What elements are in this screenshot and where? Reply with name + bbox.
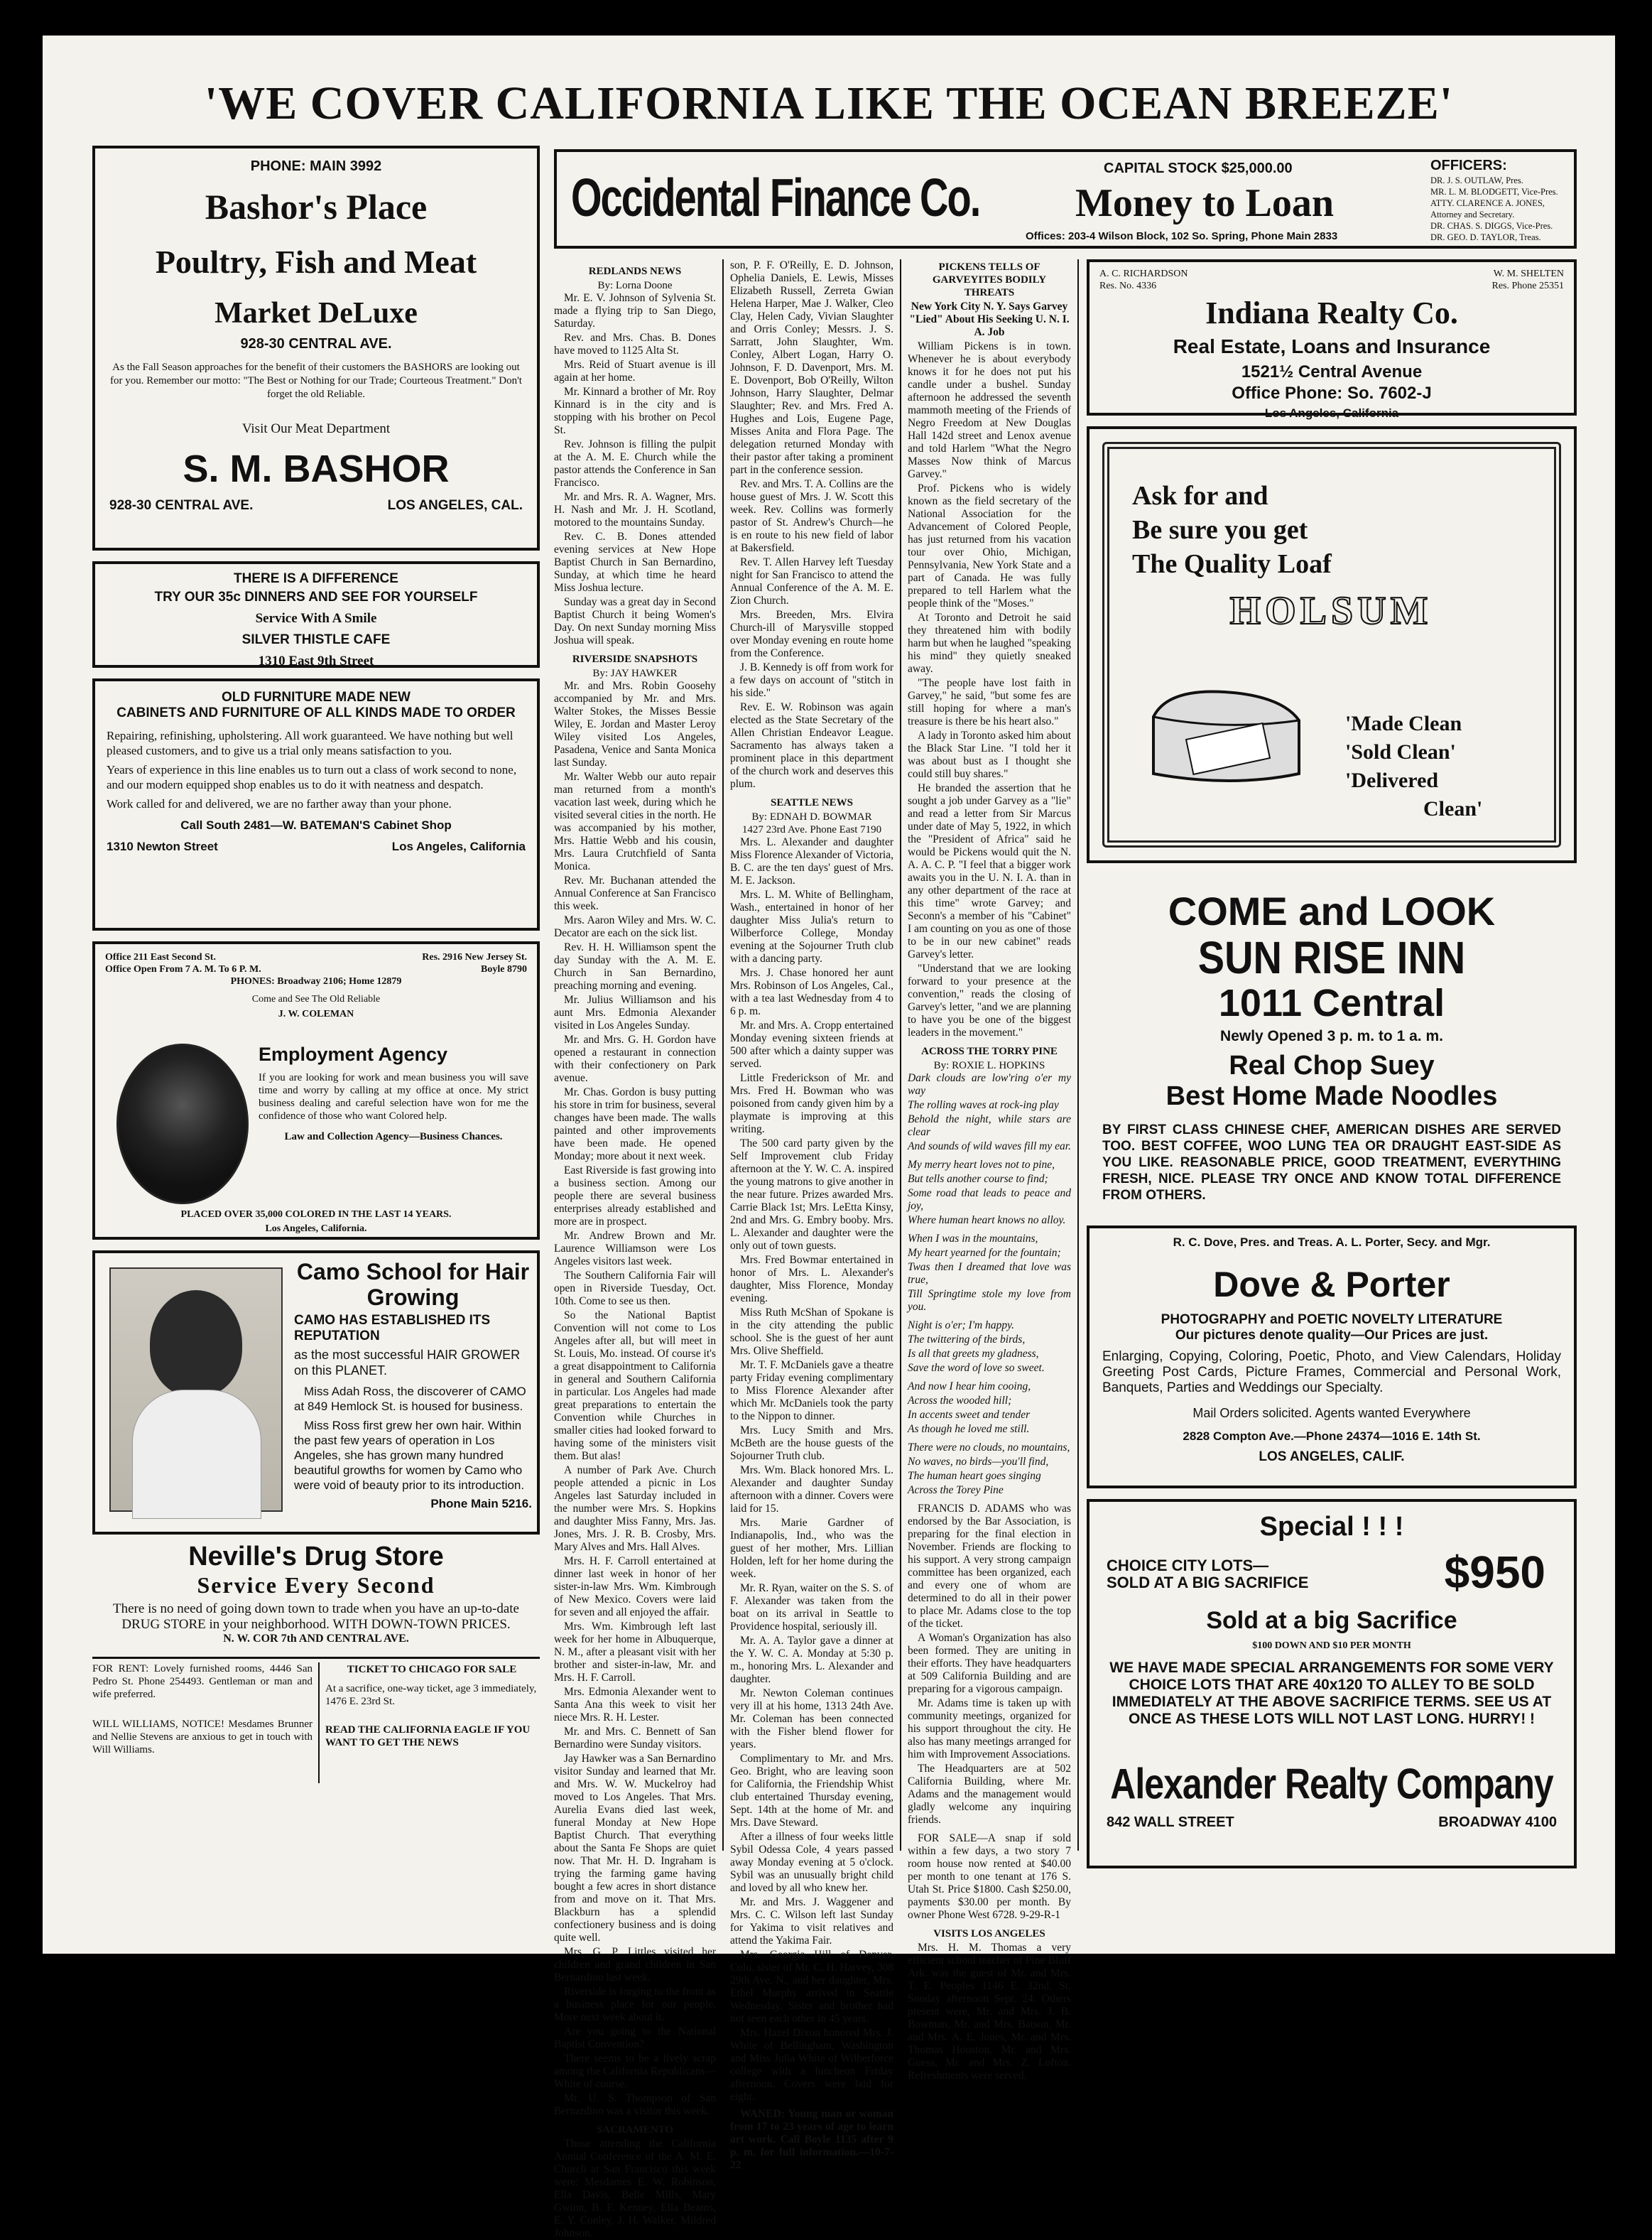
poem-line: Behold the night, while stars are clear xyxy=(908,1113,1071,1138)
camo-phone: Phone Main 5216. xyxy=(430,1497,532,1510)
bashor-foot-right: LOS ANGELES, CAL. xyxy=(387,498,523,513)
dove-addr: 2828 Compton Ave.—Phone 24374—1016 E. 14th St. xyxy=(1183,1429,1481,1443)
paragraph: Are you going to the National Baptist Convention? xyxy=(554,2025,716,2050)
holsum-t4: Clean' xyxy=(1423,797,1483,821)
occidental-name: Occidental Finance Co. xyxy=(571,167,980,228)
poem-line: Where human heart knows no alloy. xyxy=(908,1214,1066,1226)
seattle-byline: By: EDNAH D. BOWMAR xyxy=(751,811,872,823)
riverside-body xyxy=(554,680,716,2118)
camo-body1: as the most successful HAIR GROWER on this PLANET. xyxy=(294,1348,521,1378)
poem-line: The rolling waves at rock-ing play xyxy=(908,1099,1059,1111)
paragraph: Little Frederickson of Mr. and Mrs. Fred H. Bowman who was poisoned from candy given him by a playmate is improving at this writing. xyxy=(730,1072,893,1135)
torey-pine-head: ACROSS THE TORRY PINE xyxy=(921,1046,1058,1057)
bashor-name: Bashor's Place xyxy=(205,187,428,227)
paragraph: Mrs. H. M. Thomas a very efficient school teacher of Pine Bluff Ark. was the guest of Mr. and Mrs. T. E. Peoples 1146 E. 32nd. St. Sunday afternoon Sept. 24. Others present were, Mr. and Mrs. J. B. Bowman, Mr. and Mrs. Batson, Mr. and Mrs. A. E. Jones, Mr. and Mrs. Thomas Houston, Mr. and Mrs. Guess, Mr. and Mrs. Z. Lofton. Refreshments were served. xyxy=(908,1942,1071,2082)
paragraph: Mr. R. Ryan, waiter on the S. S. of F. Alexander was taken from the boat on its arrival in Seattle to Providence hospital, seriously ill. xyxy=(730,1582,893,1633)
dove-body: Enlarging, Copying, Coloring, Poetic, Photo, and View Calendars, Holiday Greeting Post Cards, Picture Frames, Commercial and Personal Work, Banquets, Parties and Weddings our Specialty. xyxy=(1102,1349,1561,1395)
poem-line: My heart yearned for the fountain; xyxy=(908,1247,1061,1259)
indiana-second-row xyxy=(1099,280,1564,292)
paragraph: Mr. T. F. McDaniels gave a theatre party Friday evening complimentary to Miss Florence Alexander after which Mr. McDaniels took the party to the Nippon to dinner. xyxy=(730,1359,893,1422)
neville-sub: Service Every Second xyxy=(197,1572,435,1598)
paragraph: At Toronto and Detroit he said they threatened him with bodily harm but when he laughed "speaking his mind" they quietly sneaked away. xyxy=(908,612,1071,675)
indiana-name: Indiana Realty Co. xyxy=(1205,296,1458,330)
bashor-addr: 928-30 CENTRAL AVE. xyxy=(240,336,392,352)
camo-body3: Miss Ross first grew her own hair. Within the past few years of operation in Los Angeles, she has grown many hundred beautiful growths for women by Camo who were void of beauty prior to its introduction. xyxy=(294,1419,525,1492)
bateman-head: OLD FURNITURE MADE NEW CABINETS AND FURNITURE OF ALL KINDS MADE TO ORDER xyxy=(116,690,516,720)
holsum-l1: Ask for and xyxy=(1132,481,1268,511)
alex-name: Alexander Realty Company xyxy=(1110,1760,1553,1808)
indiana-left1: A. C. RICHARDSON xyxy=(1099,269,1188,279)
coleman-res: Res. 2916 New Jersey St. xyxy=(422,952,527,963)
bottom-left-divider xyxy=(318,1662,320,1783)
dove-city: LOS ANGELES, CALIF. xyxy=(1259,1449,1405,1464)
for-sale-notice: FOR SALE—A snap if sold within a few days, a two story 7 room house now rented at $40.00 per month to one tenant at 176 S. Utah St. Price $1800. Cash $250.00, payments $30.00 per month. By owner Phone West 6728. 9-29-R-1 xyxy=(908,1832,1071,1921)
paragraph: Mr. Andrew Brown and Mr. Laurence Williamson were Los Angeles visitors last week. xyxy=(554,1230,716,1267)
sunrise-l6: Best Home Made Noodles xyxy=(1165,1081,1498,1111)
paragraph: William Pickens is in town. Whenever he is about everybody knows it for he does not put his candle under a bushel. Sunday afternoon he addressed the seventh mammoth meeting of the Friends of Negro Freedom at New Douglas Hall 142d street and Lenox avenue and told Harlem "What the Negro Masses Now think of Marcus Garvey." xyxy=(908,340,1071,480)
coleman-come: Come and See The Old Reliable xyxy=(251,994,381,1005)
paragraph: Mr. Adams time is taken up with community meetings, organized for his support throughout the city. He also has many meetings arranged for him with Improvement Associations. xyxy=(908,1697,1071,1760)
coleman-boyle: Boyle 8790 xyxy=(481,964,527,975)
poem-line: No waves, no birds—you'll find, xyxy=(908,1456,1049,1468)
coleman-row2 xyxy=(105,963,527,975)
st-l4: SILVER THISTLE CAFE xyxy=(241,632,391,647)
paragraph: Rev. C. B. Dones attended evening services at New Hope Baptist Church in San Bernardino, Sunday, at which time he heard Miss Joshua lecture. xyxy=(554,531,716,594)
paragraph: Mrs. Lucy Smith and Mrs. McBeth are the house guests of the Sojourner Truth club. xyxy=(730,1424,893,1462)
officer-3: DR. CHAS. S. DIGGS, Vice-Pres. xyxy=(1430,221,1553,231)
bashor-line1: Poultry, Fish and Meat xyxy=(155,244,477,280)
indiana-office: Office Phone: So. 7602-J xyxy=(1232,384,1432,403)
camo-title: Camo School for Hair Growing xyxy=(296,1259,530,1310)
paragraph: Mrs. Wm. Black honored Mrs. L. Alexander and daughter Sunday afternoon with a dinner. Covers were laid for 15. xyxy=(730,1464,893,1515)
paragraph: Mr. and Mrs. R. A. Wagner, Mrs. H. Nash and Mr. J. H. Scotland, motored to the mountains Sunday. xyxy=(554,491,716,529)
holsum-l2: Be sure you get xyxy=(1132,515,1308,545)
sunrise-body: BY FIRST CLASS CHINESE CHEF, AMERICAN DISHES ARE SERVED TOO. BEST COFFEE, WOO LUNG TEA OR DRAUGHT EAST-SIDE AS YOU LIKE. REASONABLE PRICE, GOOD TREATMENT, EVERYTHING FRESH, NICE. PLEASE TRY ONCE AND KNOW TOTAL DIFFERENCE FROM OTHERS. xyxy=(1102,1122,1561,1203)
poem-line: When I was in the mountains, xyxy=(908,1233,1038,1245)
occidental-capital: CAPITAL STOCK $25,000.00 xyxy=(1104,161,1293,176)
poem-line: My merry heart loves not to pine, xyxy=(908,1159,1055,1171)
paragraph: There seems to be a lively scrap among the California Republicans—White of course. xyxy=(554,2052,716,2090)
paragraph: The 500 card party given by the Self Improvement club Friday afternoon at the Y. W. C. A. inspired the young matrons to give another in the near future. Prizes awarded Mrs. Carrie Black 1st; Mrs. LeEtta Kinsy, 2nd and Mrs. G. Embry booby. Mrs. L. Alexander and daughter were the only out of town guests. xyxy=(730,1137,893,1252)
dove-name: Dove & Porter xyxy=(1213,1265,1450,1304)
paragraph: Mr. Walter Webb our auto repair man returned from a month's vacation last week, during which he visited several cities in the north. He was accompanied by his mother, Mrs. Hattie Webb and his cousin, Mrs. Laura Crutchfield of Santa Monica. xyxy=(554,771,716,872)
poem-line: Save the word of love so sweet. xyxy=(908,1362,1045,1374)
paragraph: Mrs. Aaron Wiley and Mrs. W. C. Decator are each on the sick list. xyxy=(554,914,716,939)
paragraph: The Headquarters are at 502 California Building, where Mr. Adams and the management would gladly welcome any inquiring friends. xyxy=(908,1763,1071,1826)
bread-loaf-icon xyxy=(1139,674,1317,795)
bashor-line2: Market DeLuxe xyxy=(214,297,418,330)
paragraph: Miss Ruth McShan of Spokane is in the city attending the public school. She is the guest of her aunt Mrs. Olive Sheffield. xyxy=(730,1306,893,1357)
st-l2: TRY OUR 35c DINNERS AND SEE FOR YOURSELF xyxy=(154,590,478,605)
col-rule-3 xyxy=(1077,259,1079,1851)
camo-body2: Miss Adah Ross, the discoverer of CAMO at 849 Hemlock St. is housed for business. xyxy=(294,1385,526,1413)
paragraph: Mr. A. A. Taylor gave a dinner at the Y. W. C. A. Monday at 5:30 p. m., honoring Mrs. L. Alexander and daughter. xyxy=(730,1635,893,1685)
news-column-2 xyxy=(730,259,893,2171)
st-l5: 1310 East 9th Street xyxy=(258,654,374,669)
sunrise-l4: Newly Opened 3 p. m. to 1 a. m. xyxy=(1220,1028,1443,1044)
paragraph: Mrs. Breeden, Mrs. Elvira Church-ill of Marysville stopped over Monday evening en route home from the Conference. xyxy=(730,609,893,659)
officer-0: DR. J. S. OUTLAW, Pres. xyxy=(1430,175,1523,185)
redlands-byline: By: Lorna Doone xyxy=(597,280,673,291)
paragraph: East Riverside is fast growing into a business section. Among our people there are several business enterprises already established and more are in prospect. xyxy=(554,1164,716,1228)
banner-headline: 'WE COVER CALIFORNIA LIKE THE OCEAN BREEZE' xyxy=(204,77,1454,129)
holsum-l3: The Quality Loaf xyxy=(1132,549,1332,579)
poem-line: Some road that leads to peace and joy, xyxy=(908,1187,1071,1212)
paragraph: Riverside is forging to the front as a business place for our people. More next week about it. xyxy=(554,1986,716,2023)
riverside-byline: By: JAY HAWKER xyxy=(592,668,678,679)
coleman-phones: PHONES: Broadway 2106; Home 12879 xyxy=(230,976,402,987)
paragraph: New York City N. Y. Says Garvey "Lied" About His Seeking U. N. I. A. Job xyxy=(909,301,1070,338)
paragraph: Mr. U. S. Thompson of San Bernardino was a visitor this week. xyxy=(554,2092,716,2117)
paragraph: A lady in Toronto asked him about the Black Star Line. "I told her it was about bust as I thought she could still buy shares." xyxy=(908,730,1071,780)
seattle-addr: 1427 23rd Ave. Phone East 7190 xyxy=(741,824,882,835)
occidental-officers-head: OFFICERS: xyxy=(1430,158,1507,173)
poem-line: Across the wooded hill; xyxy=(908,1395,1012,1407)
paragraph: After a illness of four weeks little Sybil Odessa Cole, 4 years passed away Monday evening at 5 o'clock. Sybil was an unusually bright child and loved by all who knew her. xyxy=(730,1831,893,1894)
st-l1: THERE IS A DIFFERENCE xyxy=(234,571,398,586)
bateman-addr-left: 1310 Newton Street xyxy=(107,840,218,853)
indiana-realty-ad xyxy=(1087,259,1577,420)
paragraph: He branded the assertion that he sought a job under Garvey as a "lie" and read a letter from Sir Marcus under date of May 5, 1922, in which the "President of Africa" said he would be Pickens would quit the N. A. A. C. P. "I feel that a bigger work awaits you in the U. N. I. A. than in any other department of the race at this time" wrote Garvey; and Seconn's a member of his "Cabinet" I am counting on you as one of those to be in our new cabinet" reads Garvey's letter. xyxy=(908,782,1071,961)
holsum-t2: 'Sold Clean' xyxy=(1345,740,1456,764)
paragraph: Prof. Pickens who is widely known as the field secretary of the National Association for the Advancement of Colored People, has just returned from his vacation tour over Ohio, Michigan, Pennsylvania, New York State and a part of Canada. He was fully prepared to tell Harlem what the people think of the "Moses." xyxy=(908,482,1071,610)
bashor-phone: PHONE: MAIN 3992 xyxy=(250,158,382,174)
camo-sub: CAMO HAS ESTABLISHED ITS REPUTATION xyxy=(294,1313,491,1343)
paragraph: "Understand that we are looking forward to your presence at the convention," reads the closing of Garvey's letter, "and we are planning to have you be one of the biggest leaders in the movement." xyxy=(908,963,1071,1039)
paragraph: A number of Park Ave. Church people attended a picnic in Los Angeles last Saturday included in the number were Mrs. S. Hopkins and daughter Miss Fanny, Mrs. Jas. Jones, Mrs. J. R. B. Crosby, Mrs. Mary Alves and Mrs. Hall Alves. xyxy=(554,1464,716,1553)
poem-line: Till Springtime stole my love from you. xyxy=(908,1288,1071,1313)
ticket-head: TICKET TO CHICAGO FOR SALE xyxy=(347,1664,517,1675)
bottom-left-rule xyxy=(92,1657,540,1659)
poem-line: The human heart goes singing xyxy=(908,1470,1041,1482)
dove-porter-ad xyxy=(1087,1225,1577,1488)
neville-title: Neville's Drug Store xyxy=(188,1542,444,1571)
coleman-text xyxy=(259,1044,528,1143)
bateman-call: Call South 2481—W. BATEMAN'S Cabinet Shop xyxy=(180,818,452,832)
paragraph: Mrs. Fred Bowmar entertained in honor of Mrs. L. Alexander's daughter, Miss Florence, Monday evening. xyxy=(730,1254,893,1304)
paragraph: Rev. Johnson is filling the pulpit at the A. M. E. Church while the pastor attends the Conference in San Francisco. xyxy=(554,438,716,489)
sunrise-l3: 1011 Central xyxy=(1218,982,1445,1024)
paragraph: The Southern California Fair will open in Riverside Tuesday, Oct. 10th. Come to see us then. xyxy=(554,1270,716,1307)
bashor-ad xyxy=(92,146,540,551)
poem-line: Across the Torey Pine xyxy=(908,1484,1004,1496)
paragraph: Mr. and Mrs. C. Bennett of San Bernardino were Sunday visitors. xyxy=(554,1726,716,1751)
poem-line: As though he loved me still. xyxy=(908,1423,1030,1435)
poem-line: Night is o'er; I'm happy. xyxy=(908,1319,1014,1331)
paragraph: Rev. Mr. Buchanan attended the Annual Conference at San Francisco this week. xyxy=(554,875,716,912)
poem-line: In accents sweet and tender xyxy=(908,1409,1031,1421)
paragraph: Mr. and Mrs. J. Waggener and Mrs. C. C. Wilson left last Sunday for Yakima to visit relatives and attend the Yakima Fair. xyxy=(730,1896,893,1947)
alex-terms: $100 DOWN AND $10 PER MONTH xyxy=(1252,1640,1411,1651)
redlands-body xyxy=(554,292,716,647)
sunrise-l1: COME and LOOK xyxy=(1168,889,1496,934)
paragraph: Mrs. Marie Gardner of Indianapolis, Ind., who was the guest of her mother, Mrs. Lillian Holden, left for her home during the week. xyxy=(730,1517,893,1580)
bashor-foot xyxy=(109,498,523,514)
alex-special: Special ! ! ! xyxy=(1259,1512,1404,1542)
dove-sub2: Our pictures denote quality—Our Prices are just. xyxy=(1175,1328,1489,1343)
paragraph: So the National Baptist Convention will not come to Los Angeles after all, but will meet in St. Louis, Mo. instead. Of course it's a great disappointment to California in general and Southern California in particular. Los Angeles had made great preparations to entertain the Convention while Churches in smaller cities had looked forward to having some of the ministers visit them. But alas! xyxy=(554,1309,716,1462)
paragraph: Sunday was a great day in Second Baptist Church it being Women's Day. On next Sunday morning Miss Joshua will speak. xyxy=(554,596,716,646)
dove-sub: PHOTOGRAPHY and POETIC NOVELTY LITERATURE xyxy=(1161,1312,1503,1327)
coleman-placed: PLACED OVER 35,000 COLORED IN THE LAST 14 YEARS. xyxy=(180,1209,452,1220)
paragraph: Mr. Newton Coleman continues very ill at his home, 1313 24th Ave. Mr. Coleman has been connected with the Fisher blend flower for years. xyxy=(730,1687,893,1751)
alex-phone: BROADWAY 4100 xyxy=(1438,1814,1557,1830)
paragraph: Mr. Julius Williamson and his aunt Mrs. Edmonia Alexander visited in Los Angeles Sunday. xyxy=(554,994,716,1032)
dove-officers: R. C. Dove, Pres. and Treas. A. L. Porter, Secy. and Mgr. xyxy=(1173,1235,1491,1249)
col-rule-2 xyxy=(900,259,901,1851)
ticket-body: At a sacrifice, one-way ticket, age 3 immediately, 1476 E. 23rd St. xyxy=(325,1683,537,1707)
seattle-head: SEATTLE NEWS xyxy=(770,797,853,808)
poem-line: Is all that greets my gladness, xyxy=(908,1348,1039,1360)
paragraph: Mr. and Mrs. A. Cropp entertained Monday evening sixteen friends at 500 after which a dainty supper was served. xyxy=(730,1019,893,1070)
paragraph: J. B. Kennedy is off from work for a few days on account of "stitch in his side." xyxy=(730,661,893,699)
paragraph: Mrs. G. P. Littles visited her children and grand children in San Bernardino last week. xyxy=(554,1946,716,1984)
paragraph: Mrs. Hazel Dixon honored Mrs. J. White of Bellingham, Washington and Miss Julia White of Wilberforce college with a luncheon Friday afternoon. Covers were laid for eight. xyxy=(730,2027,893,2103)
paragraph: Mr. Kinnard a brother of Mr. Roy Kinnard is in the city and is stopping with his brother on Pecol St. xyxy=(554,386,716,436)
camo-portrait xyxy=(109,1267,283,1512)
alexander-realty-ad xyxy=(1087,1499,1577,1868)
dove-mail: Mail Orders solicited. Agents wanted Everywhere xyxy=(1192,1406,1471,1420)
indiana-city: Los Angeles, California xyxy=(1264,406,1399,420)
st-l3: Service With A Smile xyxy=(255,611,377,626)
col-rule-1 xyxy=(722,259,724,1851)
paragraph: Mr. and Mrs. G. H. Gordon have opened a restaurant in connection with their confectionery on Park avenue. xyxy=(554,1034,716,1084)
poem-line: And sounds of wild waves fill my ear. xyxy=(908,1140,1071,1152)
bashor-owner: S. M. BASHOR xyxy=(183,448,450,490)
paragraph: FRANCIS D. ADAMS who was endorsed by the Bar Association, is preparing for the final election in November. Friends are flocking to his support. A very strong campaign committee has been organized, each and every one of whom are determined to do all in their power to place Mr. Adams close to the top of the ticket. xyxy=(908,1503,1071,1630)
sunrise-l5: Real Chop Suey xyxy=(1229,1051,1435,1081)
occidental-officers xyxy=(1430,175,1572,243)
paragraph: Rev. H. H. Williamson spent the day Sunday with the A. M. E. Church in San Bernardino, preaching morning and evening. xyxy=(554,941,716,992)
riverside-head: RIVERSIDE SNAPSHOTS xyxy=(572,654,698,665)
coleman-law: Law and Collection Agency—Business Chances. xyxy=(284,1131,503,1142)
indiana-right1: W. M. SHELTEN xyxy=(1493,269,1564,279)
bateman-foot xyxy=(107,840,526,854)
indiana-right2: Res. Phone 25351 xyxy=(1491,281,1564,291)
poem-line: The twittering of the birds, xyxy=(908,1333,1026,1346)
newspaper-page xyxy=(43,36,1615,2239)
bateman-body3: Work called for and delivered, we are no farther away than your phone. xyxy=(107,797,452,811)
paragraph: Rev. E. W. Robinson was again elected as the State Secretary of the Allen Christian Endeavor League. Sacramento has always taken a prominent place in this department of the church work and deserves this plum. xyxy=(730,701,893,790)
will-williams-notice: WILL WILLIAMS, NOTICE! Mesdames Brunner and Nellie Stevens are anxious to get in touch with Will Williams. xyxy=(92,1719,313,1755)
indiana-top-row xyxy=(1099,268,1564,280)
torey-pine-byline: By: ROXIE L. HOPKINS xyxy=(933,1060,1045,1071)
coleman-row1 xyxy=(105,951,527,963)
news-column-1 xyxy=(554,259,716,2239)
occidental-ad xyxy=(554,149,1577,249)
paragraph: son, P. F. O'Reilly, E. D. Johnson, Ophelia Daniels, E. Lewis, Misses Elizabeth Russell, Zerreta Gwian Helena Harper, Mae J. Walker, Cleo Clay, Helen Cady, Vivian Slaughter and Orris Conley; Messrs. J. S. Sarratt, John Slaughter, Wm. Conley, Albert Logan, Harry O. Johnson, F. D. Davenport, Mrs. M. E. Dovenport, Bob O'Reilly, Wilton Johnson, Harry Slaughter, Delmar Slaughter; Rev. and Mrs. Fred A. Hughes and Lois, Eugene Page, Misses Anita and Flora Page. The delegation returned Monday with their pastor after taking a prominent part in the conference session. xyxy=(730,259,893,476)
coleman-name: J. W. COLEMAN xyxy=(278,1009,354,1019)
for-rent-notice: FOR RENT: Lovely furnished rooms, 4446 San Pedro St. Phone 254493. Gentleman or man and wife preferred. xyxy=(92,1663,313,1700)
paragraph: Mr. E. V. Johnson of Sylvenia St. made a flying trip to San Diego, Saturday. xyxy=(554,292,716,330)
waned-notice: WANED: Young man or woman from 17 to 23 years of age to learn art work. Call Boyle 1135 after 9 p. m. for full information.—10-7-22 xyxy=(730,2108,893,2171)
holsum-brand: HOLSUM xyxy=(1229,589,1433,633)
alex-choice: CHOICE CITY LOTS— SOLD AT A BIG SACRIFICE xyxy=(1107,1557,1309,1591)
read-eagle: READ THE CALIFORNIA EAGLE IF YOU WANT TO GET THE NEWS xyxy=(325,1724,531,1748)
poem xyxy=(908,1072,1071,1497)
news-column-3 xyxy=(908,259,1071,2082)
coleman-title: Employment Agency xyxy=(259,1044,448,1065)
alex-sold: Sold at a big Sacrifice xyxy=(1206,1607,1457,1634)
paragraph: Mrs. Georgia Hill of Denver, Colo. sister of Mr. C. H. Harvey, 308 29th Ave. N., and her daughter, Mrs. Ethel Murphy arrived in Seattle Wednesday. Sister and brother had not seen each other in 45 years. xyxy=(730,1949,893,2025)
poem-line: And now I hear him cooing, xyxy=(908,1380,1031,1392)
paragraph: Mrs. L. Alexander and daughter Miss Florence Alexander of Victoria, B. C. are the ten days' guest of Mrs. M. E. Jackson. xyxy=(730,836,893,887)
officer-4: DR. GEO. D. TAYLOR, Treas. xyxy=(1430,232,1541,242)
officer-2: ATTY. CLARENCE A. JONES, Attorney and Secretary. xyxy=(1430,198,1545,220)
poem-line: There were no clouds, no mountains, xyxy=(908,1441,1070,1454)
bateman-body1: Repairing, refinishing, upholstering. All work guaranteed. We have nothing but well pleased customers, and to give us a trial only means satisfaction to you. xyxy=(107,729,513,757)
visits-la-head: VISITS LOS ANGELES xyxy=(933,1928,1045,1939)
paragraph: Those attending the California Annual Conference of the A. M. E. Church at San Francisco this week were: Mesdames E. W. Robinson, Ella Davis, Belle Mills, Mary Gwinn, B. F. Kenney, Ella Beams, E. Y. Conley, J. H. Walker, Mildred Johnson. xyxy=(554,2138,716,2239)
holsum-t3: 'Delivered xyxy=(1345,769,1439,792)
sunrise-inn-ad xyxy=(1087,877,1577,1215)
holsum-ad xyxy=(1087,426,1577,863)
silver-thistle-ad xyxy=(92,561,540,668)
alex-addr: 842 WALL STREET xyxy=(1107,1814,1234,1830)
indiana-left2: Res. No. 4336 xyxy=(1099,281,1157,291)
sacramento-head: SACRAMENTO xyxy=(596,2124,674,2136)
occidental-offices: Offices: 203-4 Wilson Block, 102 So. Spring, Phone Main 2833 xyxy=(1026,230,1338,242)
alex-body: WE HAVE MADE SPECIAL ARRANGEMENTS FOR SOME VERY CHOICE LOTS THAT ARE 40x120 TO ALLEY TO BE SOLD IMMEDIATELY AT THE ABOVE SACRIFICE TERMS. SEE US AT ONCE AS THESE LOTS WILL NOT LAST LONG. HURRY! ! xyxy=(1109,1660,1554,1727)
alex-price: $950 xyxy=(1444,1547,1545,1598)
poem-line: Dark clouds are low'ring o'er my way xyxy=(908,1072,1071,1097)
redlands-head: REDLANDS NEWS xyxy=(588,266,682,277)
coleman-office: Office 211 East Second St. xyxy=(105,952,216,963)
coleman-ad xyxy=(92,941,540,1240)
bashor-visit: Visit Our Meat Department xyxy=(241,421,391,436)
paragraph: Mrs. J. Chase honored her aunt Mrs. Robinson of Los Angeles, Cal., with a tea last Wednesday from 4 to 6 p. m. xyxy=(730,967,893,1017)
sunrise-l2: SUN RISE INN xyxy=(1197,931,1466,983)
paragraph: Mrs. L. M. White of Bellingham, Wash., entertained in honor of her daughter Miss Julia's return to Wilberforce College, Monday evening at the Sojourner Truth club with a dancing party. xyxy=(730,889,893,965)
neville-addr: N. W. COR 7th AND CENTRAL AVE. xyxy=(223,1633,409,1645)
neville-body: There is no need of going down town to trade when you have an up-to-date DRUG STORE in your neighborhood. WITH DOWN-TOWN PRICES. xyxy=(113,1601,519,1632)
paragraph: Mrs. H. F. Carroll entertained at dinner last week in honor of her sister-in-law Mrs. Wm. Kimbrough of New Mexico. Covers were laid for seven and all enjoyed the affair. xyxy=(554,1555,716,1618)
coleman-city: Los Angeles, California. xyxy=(265,1223,367,1234)
bateman-ad xyxy=(92,678,540,931)
paragraph: Rev. and Mrs. T. A. Collins are the house guest of Mrs. J. W. Scott this week. Rev. Collins was formerly pastor of St. Andrew's Church—he is en route to his new field of labor at Bakersfield. xyxy=(730,478,893,554)
bashor-foot-left: 928-30 CENTRAL AVE. xyxy=(109,498,254,513)
coleman-hours: Office Open From 7 A. M. To 6 P. M. xyxy=(105,964,261,975)
paragraph: Mr. and Mrs. Robin Goosehy accompanied by Mr. and Mrs. Walter Stokes, the Misses Bessie Wiley, E. Jordan and Master Leroy Wiley visited Los Angeles, Pasadena, Venice and Santa Monica last Sunday. xyxy=(554,680,716,769)
paragraph: Rev. T. Allen Harvey left Tuesday night for San Francisco to attend the Annual Conference of the A. M. E. Zion Church. xyxy=(730,556,893,607)
bateman-body2: Years of experience in this line enables us to turn out a class of work second to none, and our modern equipped shop enables us to do it with neatness and despatch. xyxy=(107,763,517,791)
coleman-body: If you are looking for work and mean business you will save time and worry by calling at my office at once. My strict business dealing and careful selection have won for me the confidence of those who want Colored help. xyxy=(259,1072,528,1122)
paragraph: "The people have lost faith in Garvey," he said, "but some fes are still hoping for where a man's treasure is there be his heart also." xyxy=(908,677,1071,727)
paragraph: Mr. Chas. Gordon is busy putting his store in trim for business, several changes have been made. The walls painted and other improvements have been made. He opened Monday; more about it next week. xyxy=(554,1086,716,1162)
paragraph: Mrs. Reid of Stuart avenue is ill again at her home. xyxy=(554,359,716,384)
camo-text xyxy=(294,1259,532,1511)
paragraph: Mrs. Edmonia Alexander went to Santa Ana this week to visit her niece Mrs. R. H. Lester. xyxy=(554,1686,716,1724)
paragraph: Complimentary to Mr. and Mrs. Geo. Bright, who are leaving soon for California, the Friendship Whist club entertained Thursday evening, Sept. 14th at the home of Mr. and Mrs. Dave Steward. xyxy=(730,1753,893,1829)
bashor-body: As the Fall Season approaches for the benefit of their customers the BASHORS are looking out for you. Remember our motto: "The Best or Nothing for our Trade; Courteous Treatment." Don't forget the old Reliable. xyxy=(110,362,522,400)
indiana-addr: 1521½ Central Avenue xyxy=(1241,362,1423,382)
paragraph: Mrs. Wm. Kimbrough left last week for her home in Albuquerque, N. M., after a pleasant visit with her brother and sister-in-law, Mr. and Mrs. H. F. Carroll. xyxy=(554,1621,716,1684)
holsum-text xyxy=(1132,479,1530,634)
paragraph: Jay Hawker was a San Bernardino visitor Sunday and learned that Mr. and Mrs. W. W. Muckelroy had moved to Los Angeles. That Mrs. Aurelia Evans died last week, funeral Monday at New Hope Baptist Church. That everything about the Santa Fe Shops are quiet now. That Mr. H. D. Ingraham is trying the farming game having bought a few acres in short distance from and move on it. That Mrs. Blackburn has a splendid confectionery business and is doing quite well. xyxy=(554,1753,716,1944)
bateman-addr-right: Los Angeles, California xyxy=(391,840,526,853)
poem-line: But tells another course to find; xyxy=(908,1173,1048,1185)
indiana-sub: Real Estate, Loans and Insurance xyxy=(1173,335,1491,357)
holsum-tagline xyxy=(1345,710,1558,823)
paragraph: Rev. and Mrs. Chas. B. Dones have moved to 1125 Alta St. xyxy=(554,332,716,357)
pickens-head: PICKENS TELLS OF GARVEYITES BODILY THREATS xyxy=(932,261,1047,298)
holsum-t1: 'Made Clean xyxy=(1345,712,1462,735)
camo-ad xyxy=(92,1250,540,1535)
poem-line: Twas then I dreamed that love was true, xyxy=(908,1261,1071,1286)
officer-1: MR. L. M. BLODGETT, Vice-Pres. xyxy=(1430,187,1558,197)
occidental-money: Money to Loan xyxy=(1075,181,1334,225)
neville-ad xyxy=(92,1542,540,1648)
coleman-portrait xyxy=(116,1044,249,1204)
paragraph: A Woman's Organization has also been formed. They are uniting in their efforts. They have headquarters at 509 California Building and are preparing for a vigorous campaign. xyxy=(908,1632,1071,1695)
